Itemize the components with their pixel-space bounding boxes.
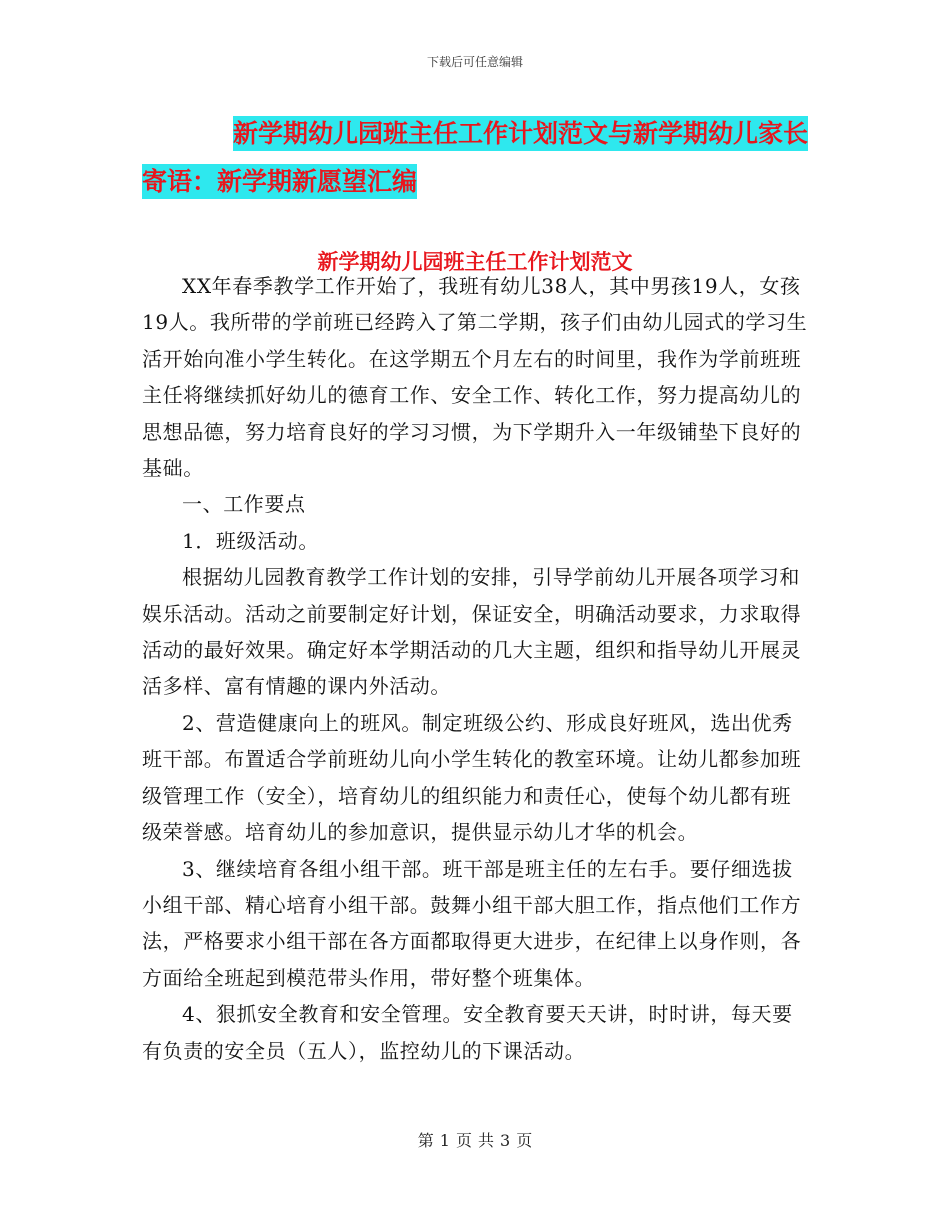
footer-page-word: 页	[455, 1131, 472, 1150]
body-text	[142, 268, 808, 1069]
footer-prefix: 第	[417, 1131, 434, 1150]
footer-total-word: 共	[478, 1131, 495, 1150]
paragraph-group-leaders: 3、继续培育各组小组干部。班干部是班主任的左右手。要仔细选拔小组干部、精心培育小组干部。鼓舞小组干部大胆工作，指点他们工作方法，严格要求小组干部在各方面都取得更大进步，在纪律上以身作则，各方面给全班起到模范带头作用，带好整个班集体。	[142, 856, 802, 990]
footer-suffix: 页	[516, 1131, 533, 1150]
heading-work-points: 一、工作要点	[182, 492, 306, 517]
paragraph-intro: XX年春季教学工作开始了，我班有幼儿38人，其中男孩19人，女孩19人。我所带的学前班已经跨入了第二学期，孩子们由幼儿园式的学习生活开始向准小学生转化。在这学期五个月左右的时间里，我作为学前班班主任将继续抓好幼儿的德育工作、安全工作、转化工作，努力提高幼儿的思想品德，努力培育良好的学习习惯，为下学期升入一年级铺垫下良好的基础。	[142, 274, 808, 481]
document-title-line-2	[142, 158, 808, 206]
section-title: 新学期幼儿园班主任工作计划范文	[317, 250, 633, 274]
page-footer	[0, 1128, 950, 1151]
subheading-class-activities: 1．班级活动。	[182, 528, 319, 553]
header-note: 下载后可任意编辑	[426, 55, 523, 69]
document-title	[142, 110, 808, 206]
footer-total-pages: 3	[500, 1131, 511, 1150]
paragraph-class-spirit: 2、营造健康向上的班风。制定班级公约、形成良好班风，选出优秀班干部。布置适合学前班幼儿向小学生转化的教室环境。让幼儿都参加班级管理工作（安全），培育幼儿的组织能力和责任心，使每个幼儿都有班级荣誉感。培育幼儿的参加意识，提供显示幼儿才华的机会。	[142, 710, 802, 845]
title-highlight-1: 新学期幼儿园班主任工作计划范文与新学期幼儿家长	[233, 116, 808, 151]
paragraph-safety: 4、狠抓安全教育和安全管理。安全教育要天天讲，时时讲，每天要有负责的安全员（五人），监控幼儿的下课活动。	[142, 1002, 793, 1063]
document-title-line-1	[142, 110, 808, 158]
title-highlight-2: 寄语：新学期新愿望汇编	[142, 164, 417, 199]
paragraph-activities: 根据幼儿园教育教学工作计划的安排，引导学前幼儿开展各项学习和娱乐活动。活动之前要制定好计划，保证安全，明确活动要求，力求取得活动的最好效果。确定好本学期活动的几大主题，组织和指导幼儿开展灵活多样、富有情趣的课内外活动。	[142, 565, 802, 699]
footer-current-page: 1	[439, 1131, 450, 1150]
